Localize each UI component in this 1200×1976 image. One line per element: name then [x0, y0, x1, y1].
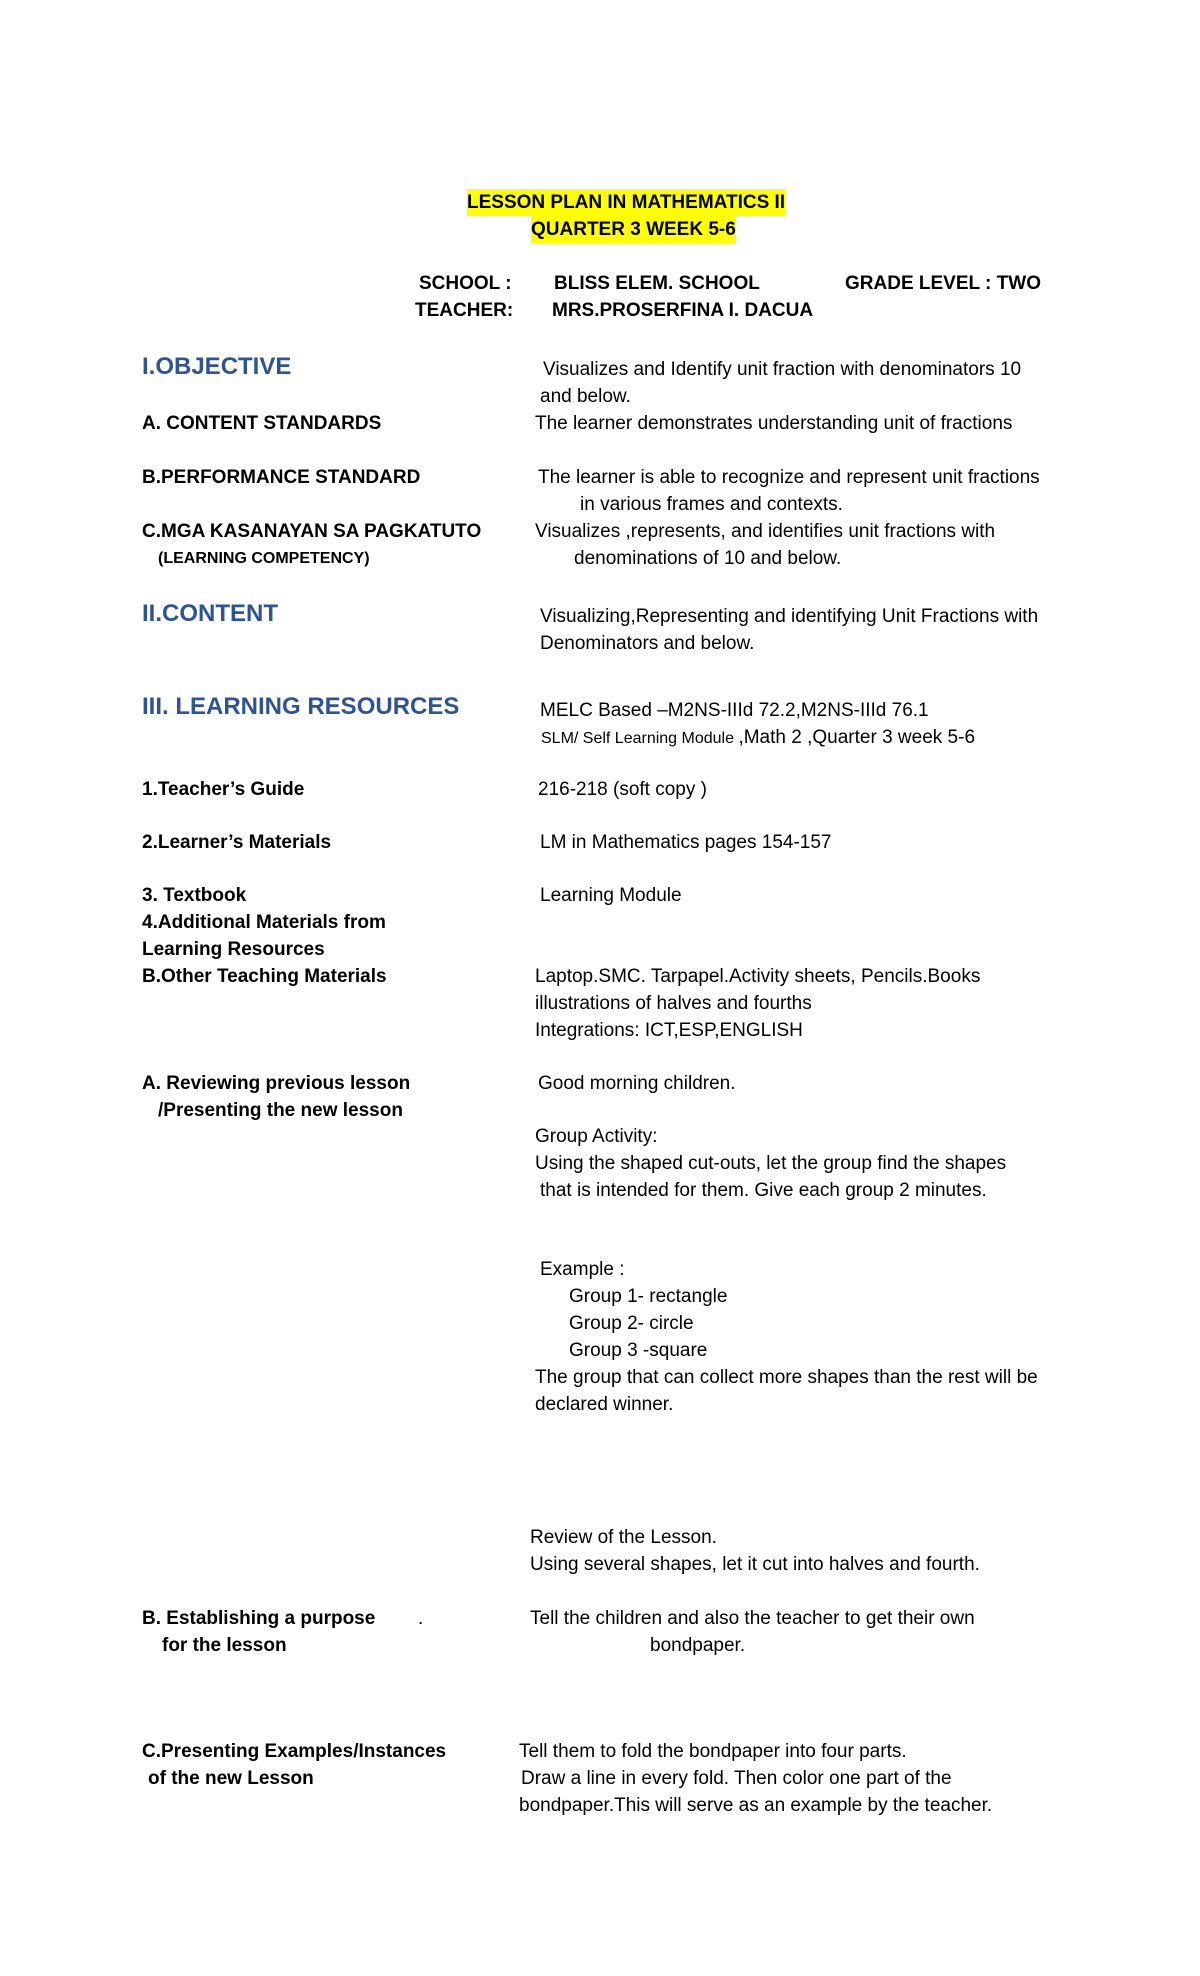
other-materials-1: Laptop.SMC. Tarpapel.Activity sheets, Pencils.Books — [535, 966, 981, 987]
document-title: LESSON PLAN IN MATHEMATICS II — [467, 189, 785, 216]
review-lesson-text-1: Review of the Lesson. — [530, 1527, 717, 1548]
school-label: SCHOOL : — [419, 273, 512, 294]
teachers-guide-label: 1.Teacher’s Guide — [142, 779, 305, 800]
group-activity-heading: Group Activity: — [535, 1126, 658, 1147]
resources-heading: III. LEARNING RESOURCES — [142, 693, 460, 720]
other-materials-2: illustrations of halves and fourths — [535, 993, 812, 1014]
purpose-label-2: for the lesson — [162, 1635, 287, 1656]
textbook-label: 3. Textbook — [142, 885, 247, 906]
other-materials-3: Integrations: ICT,ESP,ENGLISH — [535, 1020, 803, 1041]
winner-text-2: declared winner. — [535, 1394, 674, 1415]
other-materials-label: B.Other Teaching Materials — [142, 966, 387, 987]
activity-text-2: that is intended for them. Give each group 2 minutes. — [540, 1180, 987, 1201]
review-label-1: A. Reviewing previous lesson — [142, 1073, 411, 1094]
purpose-dot: . — [418, 1608, 424, 1629]
purpose-text-2: bondpaper. — [650, 1635, 746, 1656]
learners-materials-value: LM in Mathematics pages 154-157 — [540, 832, 832, 853]
teachers-guide-value: 216-218 (soft copy ) — [538, 779, 707, 800]
additional-materials-label-1: 4.Additional Materials from — [142, 912, 386, 933]
textbook-value: Learning Module — [540, 885, 682, 906]
purpose-label-1: B. Establishing a purpose — [142, 1608, 376, 1629]
learners-materials-label: 2.Learner’s Materials — [142, 832, 332, 853]
school-value: BLISS ELEM. SCHOOL — [554, 273, 760, 294]
performance-text-2: in various frames and contexts. — [580, 494, 843, 515]
content-standards-label: A. CONTENT STANDARDS — [142, 413, 382, 434]
objective-text-1: Visualizes and Identify unit fraction with denominators 10 — [543, 359, 1022, 380]
purpose-text-1: Tell the children and also the teacher to get their own — [530, 1608, 975, 1629]
content-standards-text: The learner demonstrates understanding unit of fractions — [535, 413, 1013, 434]
presenting-text-3: bondpaper.This will serve as an example by the teacher. — [519, 1795, 993, 1816]
example-group-3: Group 3 -square — [569, 1340, 708, 1361]
document-subtitle: QUARTER 3 WEEK 5-6 — [531, 216, 736, 243]
melc-code: MELC Based –M2NS-IIId 72.2,M2NS-IIId 76.1 — [540, 700, 929, 721]
teacher-label: TEACHER: — [415, 300, 514, 321]
content-text-1: Visualizing,Representing and identifying Unit Fractions with — [540, 606, 1039, 627]
example-group-2: Group 2- circle — [569, 1313, 694, 1334]
competency-label-2: (LEARNING COMPETENCY) — [158, 550, 370, 567]
presenting-label-2: of the new Lesson — [148, 1768, 314, 1789]
slm-reference — [541, 724, 975, 752]
activity-text-1: Using the shaped cut-outs, let the group find the shapes — [535, 1153, 1007, 1174]
competency-text-2: denominations of 10 and below. — [574, 548, 842, 569]
presenting-label-1: C.Presenting Examples/Instances — [142, 1741, 447, 1762]
slm-label: SLM/ Self Learning Module — [541, 730, 739, 747]
review-label-2: /Presenting the new lesson — [158, 1100, 403, 1121]
additional-materials-label-2: Learning Resources — [142, 939, 325, 960]
competency-label-1: C.MGA KASANAYAN SA PAGKATUTO — [142, 521, 482, 542]
greeting-text: Good morning children. — [538, 1073, 736, 1094]
performance-text-1: The learner is able to recognize and represent unit fractions — [538, 467, 1040, 488]
objective-heading: I.OBJECTIVE — [142, 353, 292, 380]
teacher-value: MRS.PROSERFINA I. DACUA — [552, 300, 814, 321]
winner-text-1: The group that can collect more shapes than the rest will be — [535, 1367, 1038, 1388]
content-text-2: Denominators and below. — [540, 633, 755, 654]
presenting-text-1: Tell them to fold the bondpaper into four parts. — [519, 1741, 907, 1762]
performance-standard-label: B.PERFORMANCE STANDARD — [142, 467, 421, 488]
example-group-1: Group 1- rectangle — [569, 1286, 728, 1307]
objective-text-2: and below. — [540, 386, 631, 407]
example-heading: Example : — [540, 1259, 625, 1280]
presenting-text-2: Draw a line in every fold. Then color one part of the — [521, 1768, 952, 1789]
review-lesson-text-2: Using several shapes, let it cut into halves and fourth. — [530, 1554, 980, 1575]
content-heading: II.CONTENT — [142, 600, 278, 627]
grade-level: GRADE LEVEL : TWO — [845, 273, 1041, 294]
slm-details: ,Math 2 ,Quarter 3 week 5-6 — [738, 727, 976, 748]
competency-text-1: Visualizes ,represents, and identifies unit fractions with — [535, 521, 996, 542]
